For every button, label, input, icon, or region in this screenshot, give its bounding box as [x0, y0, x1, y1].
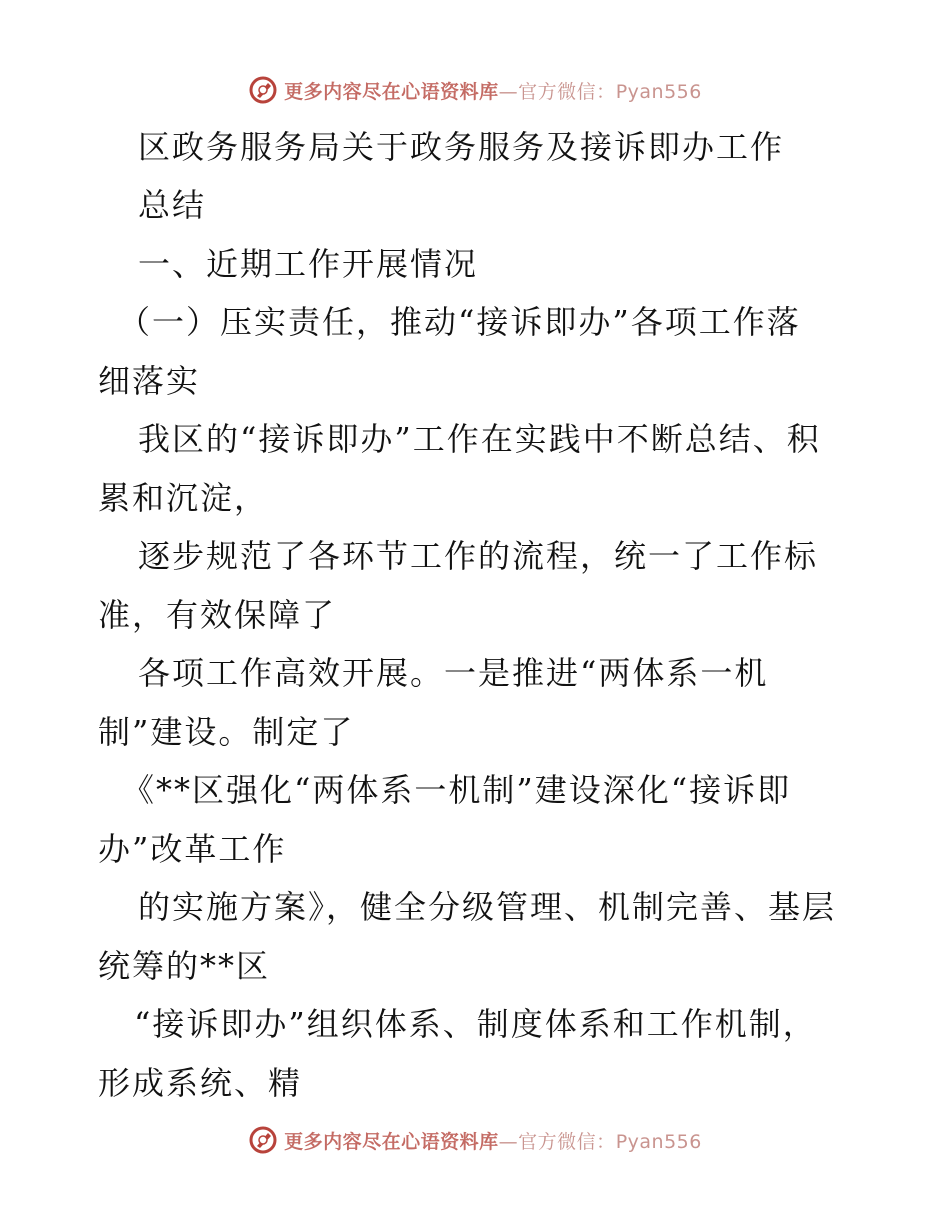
- document-line: 办”改革工作: [98, 830, 287, 868]
- footer-watermark: [0, 1120, 950, 1160]
- watermark-account: Pyan556: [615, 80, 702, 103]
- document-line: 逐步规范了各环节工作的流程，统一了工作标: [138, 537, 819, 575]
- watermark-separator: —: [498, 1130, 519, 1153]
- watermark-account: Pyan556: [615, 1130, 702, 1153]
- document-line: 《**区强化“两体系一机制”建设深化“接诉即: [122, 771, 792, 809]
- document-line: 区政务服务局关于政务服务及接诉即办工作: [138, 128, 785, 166]
- document-line: 细落实: [98, 362, 201, 400]
- header-watermark: [0, 70, 950, 110]
- watermark-text: [284, 77, 702, 104]
- document-line: 准，有效保障了: [98, 596, 337, 634]
- document-line: 总结: [138, 186, 207, 224]
- watermark-brand: 更多内容尽在心语资料库: [284, 80, 499, 103]
- document-line: 各项工作高效开展。一是推进“两体系一机: [138, 654, 769, 692]
- document-line: 形成系统、精: [98, 1064, 303, 1102]
- watermark-separator: —: [498, 80, 519, 103]
- document-line: 我区的“接诉即办”工作在实践中不断总结、积: [138, 420, 821, 458]
- document-line: 制”建设。制定了: [98, 713, 355, 751]
- watermark-brand: 更多内容尽在心语资料库: [284, 1130, 499, 1153]
- watermark-suffix: 官方微信：: [518, 1130, 616, 1153]
- watermark-logo-icon: [248, 75, 278, 105]
- watermark-text: [284, 1127, 702, 1154]
- watermark-suffix: 官方微信：: [518, 80, 616, 103]
- document-line: 统筹的**区: [98, 947, 271, 985]
- document-line: “接诉即办”组织体系、制度体系和工作机制，: [134, 1005, 817, 1043]
- document-line: 的实施方案》，健全分级管理、机制完善、基层: [138, 888, 837, 926]
- document-line: 一、近期工作开展情况: [138, 245, 479, 283]
- document-line: 累和沉淀，: [98, 479, 269, 517]
- document-line: （一）压实责任，推动“接诉即办”各项工作落: [118, 303, 801, 341]
- watermark-logo-icon: [248, 1125, 278, 1155]
